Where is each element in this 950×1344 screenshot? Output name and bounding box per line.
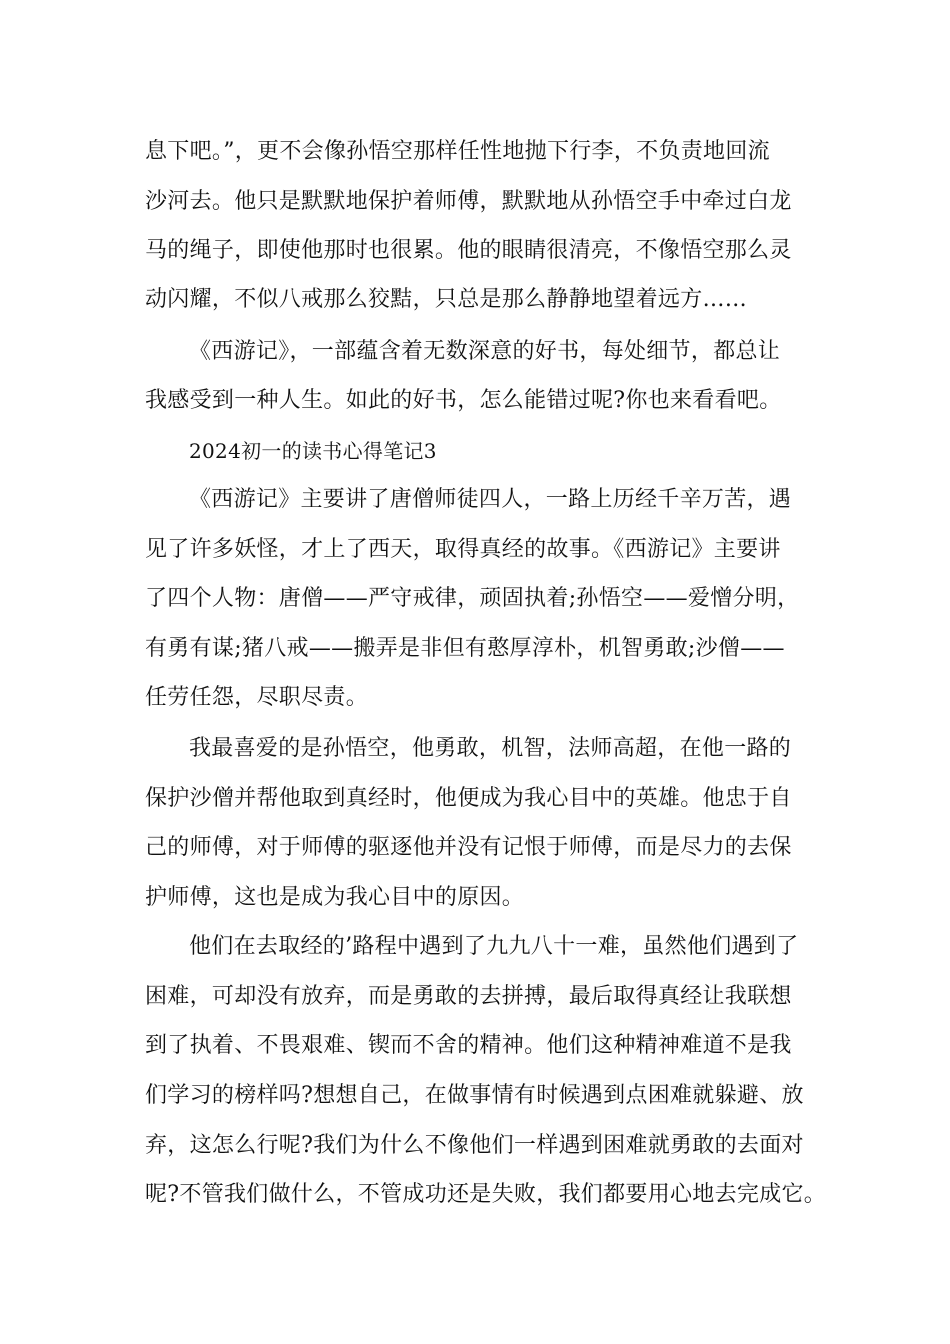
section-heading: 2024初一的读书心得笔记3 xyxy=(189,439,437,463)
text-line: 弃，这怎么行呢?我们为什么不像他们一样遇到困难就勇敢的去面对 xyxy=(145,1133,804,1158)
text-line: 我感受到一种人生。如此的好书，怎么能错过呢?你也来看看吧。 xyxy=(145,388,782,413)
text-line: 们学习的榜样吗?想想自己，在做事情有时候遇到点困难就躲避、放 xyxy=(145,1083,804,1108)
text-line: 呢?不管我们做什么，不管成功还是失败，我们都要用心地去完成它。 xyxy=(145,1182,827,1207)
paragraph-first-line: 《西游记》主要讲了唐僧师徒四人，一路上历经千辛万苦，遇 xyxy=(189,487,792,512)
text-line: 沙河去。他只是默默地保护着师傅，默默地从孙悟空手中牵过白龙 xyxy=(145,189,792,214)
text-line: 了四个人物：唐僧——严守戒律，顽固执着;孙悟空——爱憎分明， xyxy=(145,586,800,611)
text-line: 困难，可却没有放弃，而是勇敢的去拼搏，最后取得真经让我联想 xyxy=(145,984,792,1009)
paragraph-first-line: 他们在去取经的’路程中遇到了九九八十一难，虽然他们遇到了 xyxy=(189,934,799,959)
text-line: 护师傅，这也是成为我心目中的原因。 xyxy=(145,885,525,910)
text-line: 息下吧。”，更不会像孙悟空那样任性地抛下行李，不负责地回流 xyxy=(145,139,770,164)
text-line: 己的师傅，对于师傅的驱逐他并没有记恨于师傅，而是尽力的去保 xyxy=(145,835,792,860)
paragraph-first-line: 《西游记》，一部蕴含着无数深意的好书，每处细节，都总让 xyxy=(189,339,781,364)
text-line: 见了许多妖怪，才上了西天，取得真经的故事。《西游记》主要讲 xyxy=(145,537,781,562)
text-line: 有勇有谋;猪八戒——搬弄是非但有憨厚淳朴，机智勇敢;沙僧—— xyxy=(145,636,785,661)
text-line: 马的绳子，即使他那时也很累。他的眼睛很清亮，不像悟空那么灵 xyxy=(145,238,792,263)
paragraph-first-line: 我最喜爱的是孙悟空，他勇敢，机智，法师高超，在他一路的 xyxy=(189,736,792,761)
text-line: 到了执着、不畏艰难、锲而不舍的精神。他们这种精神难道不是我 xyxy=(145,1033,792,1058)
text-line: 任劳任怨，尽职尽责。 xyxy=(145,685,369,710)
text-line: 动闪耀，不似八戒那么狡黠，只总是那么静静地望着远方…… xyxy=(145,287,748,312)
text-line: 保护沙僧并帮他取到真经时，他便成为我心目中的英雄。他忠于自 xyxy=(145,786,792,811)
